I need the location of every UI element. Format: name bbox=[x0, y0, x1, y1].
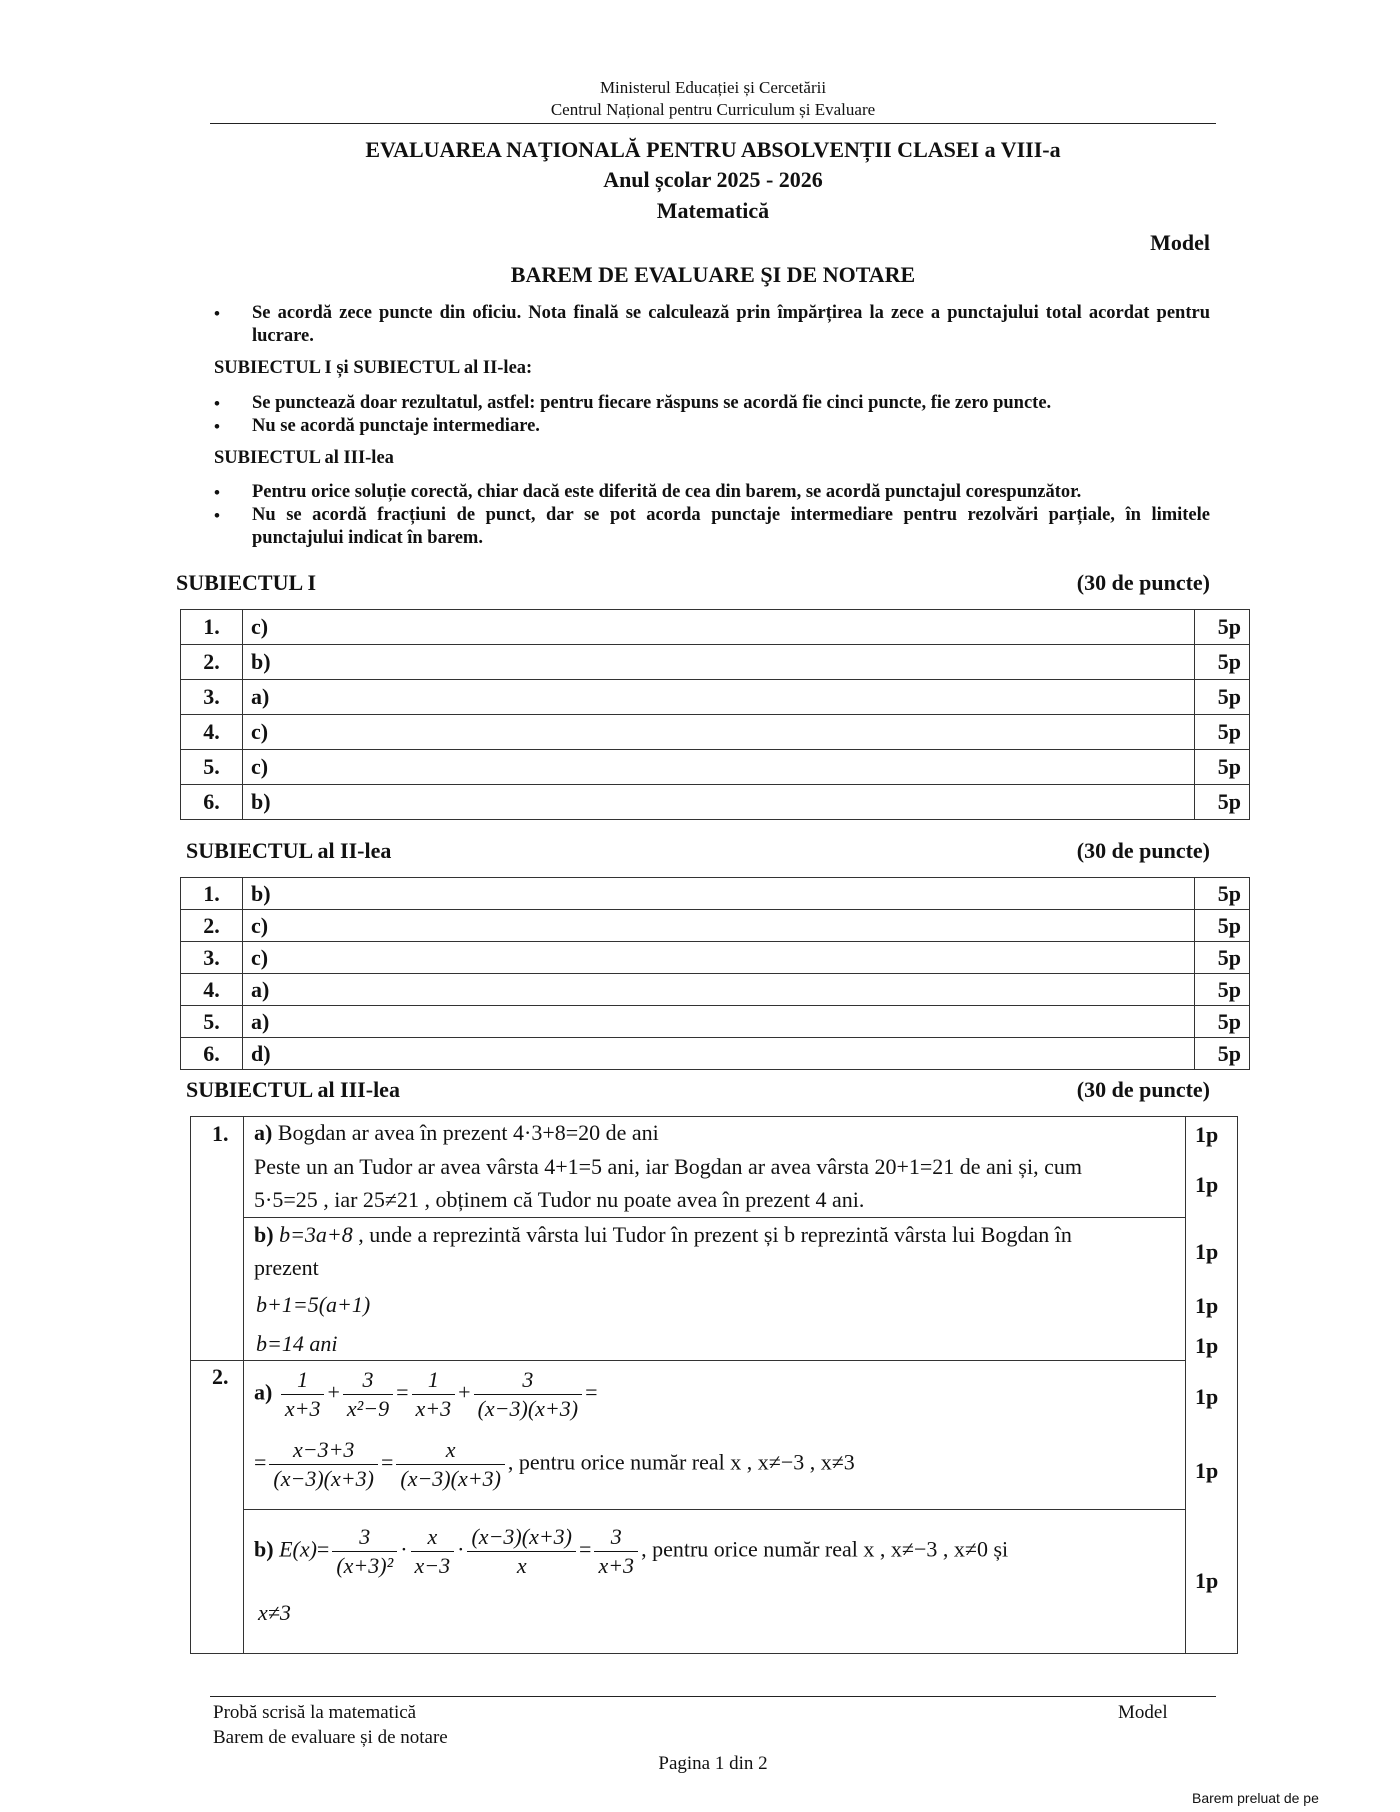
fraction: $\frac{(x-3)(x+3)}{x}$ bbox=[467, 1523, 576, 1580]
subject1-table bbox=[180, 609, 1250, 820]
fraction: $\frac{3}{(x-3)(x+3)}$ bbox=[474, 1366, 583, 1423]
instruction-item: • Nu se acordă fracțiuni de punct, dar se pot acorda punctaje intermediare pentru rezolvări parțiale, în limitele punctajului indicat în barem. bbox=[212, 504, 1210, 550]
table-row bbox=[181, 750, 1250, 785]
table-row bbox=[181, 715, 1250, 750]
school-year: Anul școlar 2025 - 2026 bbox=[603, 167, 823, 192]
q2a-points: 1p bbox=[1195, 1458, 1219, 1483]
barem-title: BAREM DE EVALUARE ŞI DE NOTARE bbox=[510, 262, 916, 287]
question-number: 1. bbox=[181, 610, 243, 645]
model-label: Model bbox=[1150, 230, 1210, 255]
s3-instructions-title: SUBIECTUL al III-lea bbox=[214, 448, 394, 468]
answer: b) bbox=[243, 785, 1195, 820]
subject1-title: SUBIECTUL I bbox=[176, 570, 317, 595]
table-divider bbox=[190, 1360, 1186, 1361]
s3-instructions bbox=[212, 481, 1210, 550]
fraction: $\frac{x}{x-3}$ bbox=[411, 1523, 455, 1580]
q1-number: 1. bbox=[212, 1121, 229, 1146]
q1b-line3: b+1=5(a+1) bbox=[256, 1292, 371, 1317]
points: 5p bbox=[1195, 680, 1250, 715]
q2b-line1: b) E(x)= $\frac{3}{\text{(x+3)²}}$ · $\frac{x}{x-3}$ · $\frac{(x-3)(x+3)}{x}$ = $\frac{3}{x+3}$ , pentru orice număr real x , x≠−3 , x≠0 și bbox=[254, 1524, 1009, 1578]
fraction: $\frac{x-3+3}{(x-3)(x+3)}$ bbox=[269, 1436, 378, 1493]
points: 5p bbox=[1195, 715, 1250, 750]
q2-number: 2. bbox=[212, 1364, 229, 1389]
table-row bbox=[181, 680, 1250, 715]
table-divider bbox=[1185, 1116, 1186, 1654]
table-divider bbox=[243, 1509, 1186, 1510]
table-row bbox=[181, 942, 1250, 974]
points: 5p bbox=[1195, 910, 1250, 942]
answer: b) bbox=[243, 645, 1195, 680]
table-row bbox=[181, 974, 1250, 1006]
table-row bbox=[181, 1038, 1250, 1070]
subject2-title: SUBIECTUL al II-lea bbox=[186, 838, 392, 863]
page-number: Pagina 1 din 2 bbox=[658, 1753, 768, 1774]
question-number: 3. bbox=[181, 942, 243, 974]
subject2-points: (30 de puncte) bbox=[1076, 838, 1210, 863]
q1a-line1 bbox=[254, 1116, 659, 1150]
q2a-line1: a) $\frac{1}{x+3}$ + $\frac{3}{\text{x²−9}}$ = $\frac{1}{x+3}$ + $\frac{3}{(x-3)(x+3)}$ = bbox=[254, 1367, 598, 1421]
answer: a) bbox=[243, 680, 1195, 715]
q2b-points: 1p bbox=[1195, 1568, 1219, 1593]
table-row bbox=[181, 878, 1250, 910]
answer: b) bbox=[243, 878, 1195, 910]
general-instructions bbox=[212, 302, 1210, 348]
fraction: $\frac{3}{\text{(x+3)²}}$ bbox=[332, 1523, 397, 1580]
q2b-label: b) bbox=[254, 1536, 274, 1562]
table-divider bbox=[243, 1116, 244, 1654]
q1b-text: , unde a reprezintă vârsta lui Tudor în prezent și b reprezintă vârsta lui Bogdan în bbox=[352, 1222, 1072, 1247]
question-number: 2. bbox=[181, 645, 243, 680]
footer-barem: Barem de evaluare și de notare bbox=[213, 1727, 448, 1748]
table-row bbox=[181, 785, 1250, 820]
q2b-lhs: E(x) bbox=[279, 1536, 317, 1562]
table-row bbox=[181, 610, 1250, 645]
s12-instructions bbox=[212, 392, 1210, 438]
subject2-table bbox=[180, 877, 1250, 1070]
q1b-points: 1p bbox=[1195, 1293, 1219, 1318]
q2a-line2: = $\frac{x-3+3}{(x-3)(x+3)}$ = $\frac{x}{(x-3)(x+3)}$ , pentru orice număr real x , x≠−3 , x≠3 bbox=[254, 1437, 855, 1491]
q1b-equation: b=3a+8 bbox=[279, 1222, 353, 1247]
points: 5p bbox=[1195, 645, 1250, 680]
subject3-points: (30 de puncte) bbox=[1076, 1077, 1210, 1102]
q2b-line2: x≠3 bbox=[258, 1600, 291, 1625]
question-number: 5. bbox=[181, 750, 243, 785]
q1a-points: 1p bbox=[1195, 1172, 1219, 1197]
points: 5p bbox=[1195, 878, 1250, 910]
points: 5p bbox=[1195, 750, 1250, 785]
question-number: 4. bbox=[181, 974, 243, 1006]
q1b-label: b) bbox=[254, 1222, 274, 1247]
center-header: Centrul Național pentru Curriculum și Evaluare bbox=[550, 100, 876, 119]
fraction: $\frac{3}{x+3}$ bbox=[594, 1523, 638, 1580]
q1a-points: 1p bbox=[1195, 1122, 1219, 1147]
answer: c) bbox=[243, 910, 1195, 942]
points: 5p bbox=[1195, 610, 1250, 645]
q1b-points: 1p bbox=[1195, 1239, 1219, 1264]
table-row bbox=[181, 1006, 1250, 1038]
q1b-points: 1p bbox=[1195, 1333, 1219, 1358]
question-number: 6. bbox=[181, 785, 243, 820]
q2b-condition: , pentru orice număr real x , x≠−3 , x≠0 și bbox=[641, 1536, 1009, 1562]
answer: a) bbox=[243, 974, 1195, 1006]
answer: c) bbox=[243, 942, 1195, 974]
question-number: 5. bbox=[181, 1006, 243, 1038]
answer: c) bbox=[243, 750, 1195, 785]
footer-rule bbox=[210, 1696, 1216, 1697]
exam-title: EVALUAREA NAŢIONALĂ PENTRU ABSOLVENȚII CLASEI a VIII-a bbox=[365, 137, 1061, 162]
instruction-item: • Nu se acordă punctaje intermediare. bbox=[212, 415, 1210, 438]
footer-exam: Probă scrisă la matematică bbox=[213, 1702, 417, 1723]
fraction: $\frac{3}{\text{x²−9}}$ bbox=[343, 1366, 393, 1423]
header-rule bbox=[210, 123, 1216, 124]
points: 5p bbox=[1195, 785, 1250, 820]
ministry-header: Ministerul Educației și Cercetării bbox=[599, 78, 827, 97]
question-number: 1. bbox=[181, 878, 243, 910]
s12-instructions-title: SUBIECTUL I și SUBIECTUL al II-lea: bbox=[214, 358, 533, 378]
points: 5p bbox=[1195, 942, 1250, 974]
subject-name: Matematică bbox=[656, 198, 770, 223]
answer: c) bbox=[243, 715, 1195, 750]
question-number: 3. bbox=[181, 680, 243, 715]
subject3-title: SUBIECTUL al III-lea bbox=[186, 1077, 400, 1102]
fraction: $\frac{x}{(x-3)(x+3)}$ bbox=[396, 1436, 505, 1493]
instruction-item: • Se acordă zece puncte din oficiu. Nota finală se calculează prin împărțirea la zece a punctajului total acordat pentru lucrare. bbox=[212, 302, 1210, 348]
question-number: 2. bbox=[181, 910, 243, 942]
fraction: $\frac{1}{x+3}$ bbox=[412, 1366, 456, 1423]
footer-model: Model bbox=[1118, 1702, 1168, 1723]
answer: d) bbox=[243, 1038, 1195, 1070]
instruction-item: • Pentru orice soluție corectă, chiar dacă este diferită de cea din barem, se acordă punctajul corespunzător. bbox=[212, 481, 1210, 504]
points: 5p bbox=[1195, 1006, 1250, 1038]
question-number: 6. bbox=[181, 1038, 243, 1070]
table-row bbox=[181, 645, 1250, 680]
points: 5p bbox=[1195, 974, 1250, 1006]
q1a-line3: 5·5=25 , iar 25≠21 , obținem că Tudor nu poate avea în prezent 4 ani. bbox=[254, 1187, 865, 1212]
question-number: 4. bbox=[181, 715, 243, 750]
q1a-text1: Bogdan ar avea în prezent 4·3+8=20 de ani bbox=[277, 1120, 659, 1145]
subject1-points: (30 de puncte) bbox=[1076, 570, 1210, 595]
q1b-line4: b=14 ani bbox=[256, 1331, 338, 1356]
instruction-item: • Se punctează doar rezultatul, astfel: pentru fiecare răspuns se acordă fie cinci puncte, fie zero puncte. bbox=[212, 392, 1210, 415]
answer: a) bbox=[243, 1006, 1195, 1038]
q2a-points: 1p bbox=[1195, 1384, 1219, 1409]
answer: c) bbox=[243, 610, 1195, 645]
q1b-line2: prezent bbox=[254, 1255, 319, 1280]
q1a-line2: Peste un an Tudor ar avea vârsta 4+1=5 ani, iar Bogdan ar avea vârsta 20+1=21 de ani și, cum bbox=[254, 1154, 1082, 1179]
points: 5p bbox=[1195, 1038, 1250, 1070]
q2a-condition: , pentru orice număr real x , x≠−3 , x≠3 bbox=[507, 1449, 855, 1475]
table-row bbox=[181, 910, 1250, 942]
q1a-label: a) bbox=[254, 1120, 273, 1145]
q2a-label: a) bbox=[254, 1379, 273, 1405]
corner-note: Barem preluat de pe bbox=[1192, 1790, 1319, 1806]
q1b-line1 bbox=[254, 1218, 1072, 1252]
fraction: $\frac{1}{x+3}$ bbox=[281, 1366, 325, 1423]
